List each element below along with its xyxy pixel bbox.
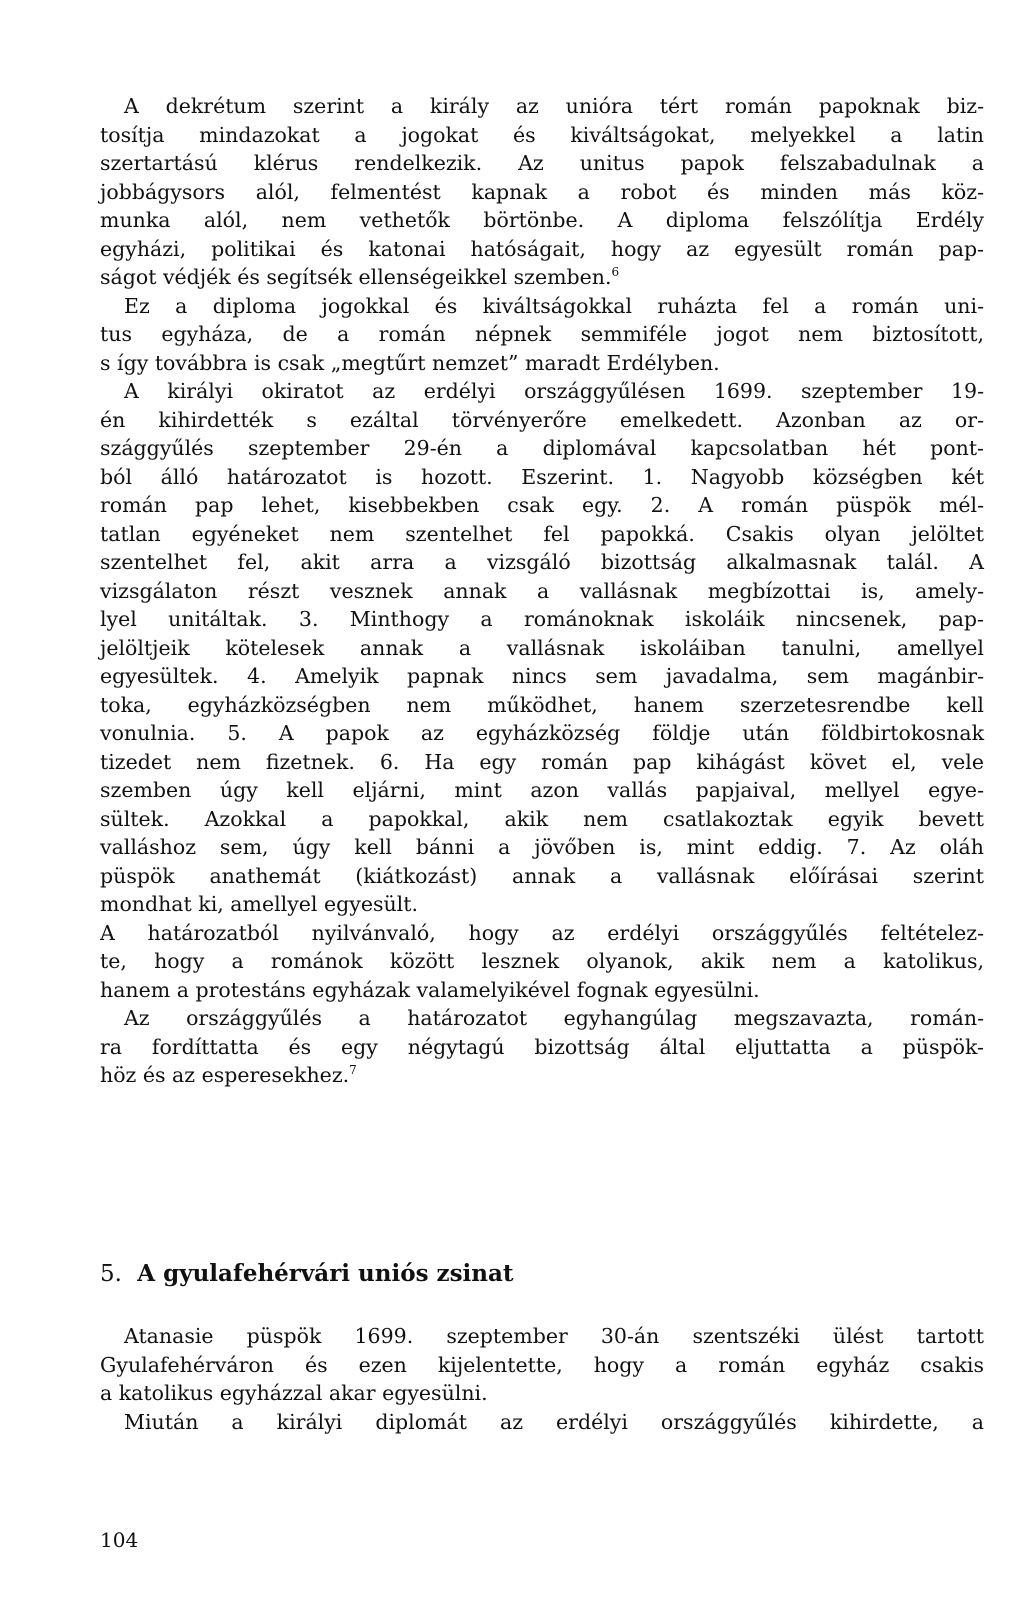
- section-title: A gyulafehérvári uniós zsinat: [137, 1260, 514, 1287]
- text-line-content: mondhat ki, amellyel egyesült.: [100, 892, 418, 916]
- text-line: [100, 178, 984, 207]
- text-line-content: tus egyháza, de a román népnek semmiféle jogot nem biztosított,: [100, 322, 984, 346]
- text-line: [100, 377, 984, 406]
- text-line: [100, 548, 984, 577]
- text-line: [100, 691, 984, 720]
- page-number: 104: [100, 1528, 139, 1552]
- text-line: [100, 833, 984, 862]
- text-line: [100, 1408, 984, 1437]
- text-line-content: én kihirdették s ezáltal törvényerőre emelkedett. Azonban az or-: [100, 407, 984, 432]
- text-line: [100, 292, 984, 321]
- text-line-content: vonulnia. 5. A papok az egyházközség földje után földbirtokosnak: [100, 721, 984, 745]
- text-line: [100, 1379, 984, 1408]
- text-line: [100, 235, 984, 264]
- text-line: [100, 919, 984, 948]
- text-line: [100, 976, 984, 1005]
- text-line: [100, 149, 984, 178]
- text-line-content: egyházi, politikai és katonai hatóságait, hogy az egyesült román pap-: [100, 236, 984, 261]
- text-line: [100, 349, 984, 378]
- text-line-content: szemben úgy kell eljárni, mint azon vallás papjaival, mellyel egye-: [100, 778, 984, 802]
- text-line: [100, 406, 984, 435]
- text-line: [100, 890, 984, 919]
- text-line-content: A királyi okiratot az erdélyi országgyűlésen 1699. szeptember 19-: [124, 379, 984, 403]
- text-line: [100, 463, 984, 492]
- section-number: 5.: [100, 1261, 122, 1287]
- text-line-content: sültek. Azokkal a papokkal, akik nem csatlakoztak egyik bevett: [100, 806, 984, 831]
- text-line-content: Az országgyűlés a határozatot egyhangúlag megszavazta, román-: [124, 1006, 984, 1030]
- text-line: [100, 748, 984, 777]
- text-line-content: tatlan egyéneket nem szentelhet fel papokká. Csakis olyan jelöltet: [100, 521, 984, 546]
- section-heading: [100, 1260, 514, 1287]
- text-line-content: te, hogy a románok között lesznek olyanok, akik nem a katolikus,: [100, 949, 984, 973]
- text-line: [100, 719, 984, 748]
- text-line: [100, 1322, 984, 1351]
- text-line: [100, 121, 984, 150]
- text-line: [100, 1351, 984, 1380]
- text-line-content: a katolikus egyházzal akar egyesülni.: [100, 1381, 488, 1405]
- body-text: [100, 92, 984, 1090]
- footnote-marker: 6: [611, 265, 620, 279]
- text-line-content: A határozatból nyilvánvaló, hogy az erdélyi országgyűlés feltételez-: [100, 920, 984, 945]
- text-line-content: Ez a diploma jogokkal és kiváltságokkal ruházta fel a román uni-: [124, 293, 984, 318]
- text-line-content: szentelhet fel, akit arra a vizsgáló bizottság alkalmasnak talál. A: [100, 550, 984, 574]
- text-line-content: jobbágysors alól, felmentést kapnak a robot és minden más köz-: [100, 179, 984, 204]
- text-line: [100, 520, 984, 549]
- text-line-content: s így továbbra is csak „megtűrt nemzet” maradt Erdélyben.: [100, 350, 720, 375]
- text-line-content: Atanasie püspök 1699. szeptember 30-án szentszéki ülést tartott: [124, 1324, 984, 1348]
- text-line: [100, 662, 984, 691]
- text-line-content: Miután a királyi diplomát az erdélyi országgyűlés kihirdette, a: [124, 1409, 984, 1434]
- text-line-content: ból álló határozatot is hozott. Eszerint. 1. Nagyobb községben két: [100, 464, 984, 489]
- footnote-marker: 7: [349, 1063, 357, 1077]
- text-line-content: toka, egyházközségben nem működhet, hanem szerzetesrendbe kell: [100, 692, 984, 717]
- text-line: [100, 805, 984, 834]
- text-line: [100, 634, 984, 663]
- text-line-content: ra fordíttatta és egy négytagú bizottság által eljuttatta a püspök-: [100, 1034, 984, 1059]
- text-line-content: vizsgálaton részt vesznek annak a vallásnak megbízottai is, amely-: [100, 578, 984, 603]
- text-line-content: ságot védjék és segítsék ellenségeikkel szemben.: [100, 265, 612, 289]
- text-line: [100, 862, 984, 891]
- text-line: [100, 605, 984, 634]
- text-line-content: tizedet nem fizetnek. 6. Ha egy román pap kihágást követ el, vele: [100, 749, 984, 774]
- text-line-content: lyel unitáltak. 3. Minthogy a románoknak iskoláik nincsenek, pap-: [100, 607, 984, 631]
- section-body-text: [100, 1322, 984, 1436]
- text-line-content: A dekrétum szerint a király az unióra tért román papoknak biz-: [124, 94, 984, 118]
- text-line-content: hanem a protestáns egyházak valamelyikével fognak egyesülni.: [100, 977, 760, 1002]
- text-line: [100, 776, 984, 805]
- text-line: [100, 434, 984, 463]
- text-line: [100, 1061, 984, 1090]
- text-line: [100, 263, 984, 292]
- text-line: [100, 1004, 984, 1033]
- text-line: [100, 1033, 984, 1062]
- text-line: [100, 92, 984, 121]
- text-line-content: Gyulafehérváron és ezen kijelentette, hogy a román egyház csakis: [100, 1352, 984, 1377]
- text-line: [100, 947, 984, 976]
- text-line-content: egyesültek. 4. Amelyik papnak nincs sem javadalma, sem magánbir-: [100, 664, 984, 688]
- text-line-content: püspök anathemát (kiátkozást) annak a vallásnak előírásai szerint: [100, 863, 984, 888]
- text-line-content: munka alól, nem vethetők börtönbe. A diploma felszólítja Erdély: [100, 208, 984, 232]
- text-line: [100, 577, 984, 606]
- text-line-content: höz és az esperesekhez.: [100, 1063, 350, 1087]
- text-line-content: tosítja mindazokat a jogokat és kiváltságokat, melyekkel a latin: [100, 122, 984, 147]
- text-line-content: szággyűlés szeptember 29-én a diplomával kapcsolatban hét pont-: [100, 436, 984, 460]
- text-line: [100, 491, 984, 520]
- text-line-content: román pap lehet, kisebbekben csak egy. 2. A román püspök mél-: [100, 493, 984, 517]
- text-line-content: jelöltjeik kötelesek annak a vallásnak iskoláiban tanulni, amellyel: [100, 635, 984, 660]
- text-line-content: szertartású klérus rendelkezik. Az unitus papok felszabadulnak a: [100, 151, 984, 175]
- text-line: [100, 320, 984, 349]
- text-line: [100, 206, 984, 235]
- text-line-content: valláshoz sem, úgy kell bánni a jövőben is, mint eddig. 7. Az oláh: [100, 835, 984, 859]
